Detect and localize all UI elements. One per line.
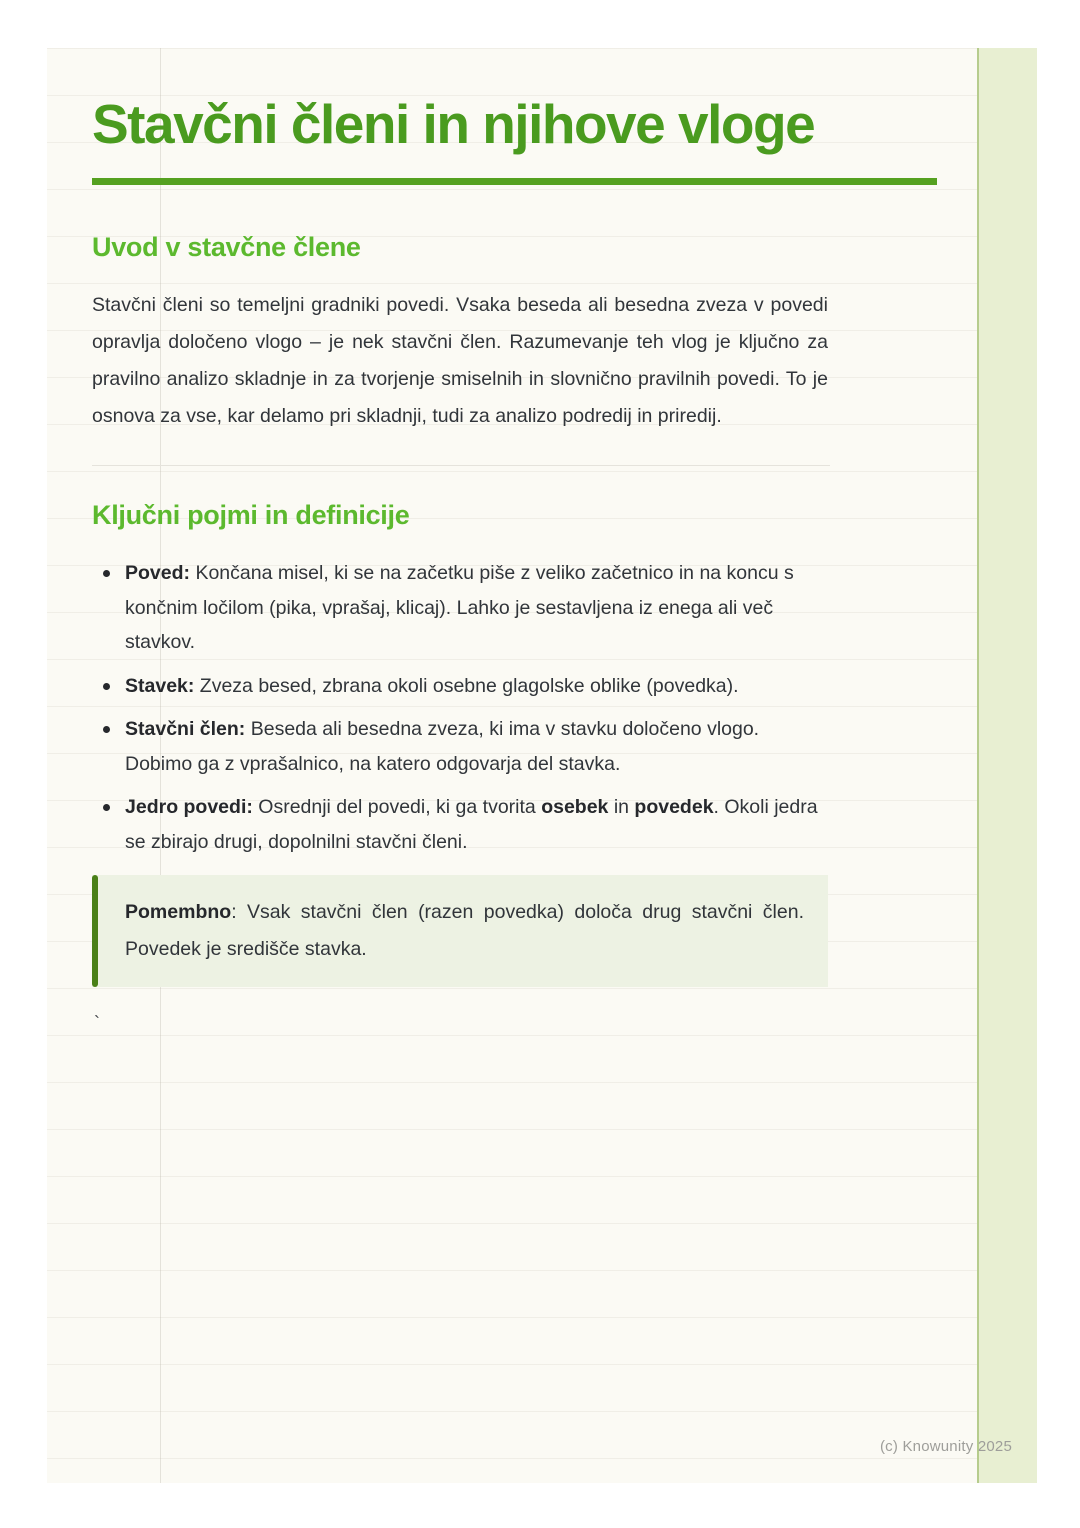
term-definition-mid: in — [613, 796, 629, 818]
callout-text: Pomembno: Vsak stavčni člen (razen povedka) določa drug stavčni člen. Povedek je središče stavka. — [125, 901, 804, 960]
important-callout — [92, 875, 828, 987]
term-definition: Končana misel, ki se na začetku piše z veliko začetnico in na koncu s končnim ločilom (pika, vprašaj, klicaj). Lahko je sestavljena iz enega ali več stavkov. — [125, 562, 794, 653]
section-heading-intro: Uvod v stavčne člene — [92, 232, 361, 262]
title-underline — [92, 178, 937, 185]
copyright-footer: (c) Knowunity 2025 — [879, 1438, 1012, 1455]
term-label: Stavek: — [125, 674, 195, 697]
document-content — [92, 48, 937, 1034]
list-item — [92, 712, 828, 781]
definitions-list — [92, 556, 828, 859]
term-label: Stavčni člen: — [125, 718, 246, 740]
emphasized-word: povedek — [634, 796, 714, 818]
bullet-icon — [103, 570, 110, 577]
term-definition: Zveza besed, zbrana okoli osebne glagolske oblike (povedka). — [199, 674, 739, 697]
term-definition-tail: . Okoli jedra se zbirajo drugi, dopolnilni stavčni členi. — [125, 796, 818, 853]
section-heading-key-concepts: Ključni pojmi in definicije — [92, 500, 410, 530]
callout-accent-bar — [92, 875, 98, 987]
term-definition: Beseda ali besedna zveza, ki ima v stavku določeno vlogo. Dobimo ga z vprašalnico, na katero odgovarja del stavka. — [125, 718, 760, 775]
emphasized-word: osebek — [541, 796, 609, 818]
callout-label: Pomembno — [125, 901, 232, 923]
document-page — [47, 48, 1037, 1483]
list-item — [92, 556, 828, 660]
list-item — [92, 790, 828, 859]
page-title: Stavčni členi in njihove vloge — [92, 93, 815, 155]
list-item — [92, 669, 828, 704]
section-divider — [92, 465, 830, 466]
intro-paragraph: Stavčni členi so temeljni gradniki povedi. Vsaka beseda ali besedna zveza v povedi opravlja določeno vlogo – je nek stavčni člen. Razumevanje teh vlog je ključno za pravilno analizo skladnje in za tvorjenje smiselnih in slovnično pravilnih povedi. To je osnova za vse, kar delamo pri skladnji, tudi za analizo podredij in priredij. — [92, 294, 828, 427]
bullet-icon — [103, 804, 110, 811]
term-definition-lead: Osrednji del povedi, ki ga tvorita — [258, 796, 536, 818]
right-margin-stripe — [977, 48, 1037, 1483]
term-label: Poved: — [125, 562, 191, 584]
term-label: Jedro povedi: — [125, 796, 253, 818]
bullet-icon — [103, 726, 110, 733]
bullet-icon — [103, 683, 110, 690]
stray-backtick: ` — [94, 1013, 100, 1033]
